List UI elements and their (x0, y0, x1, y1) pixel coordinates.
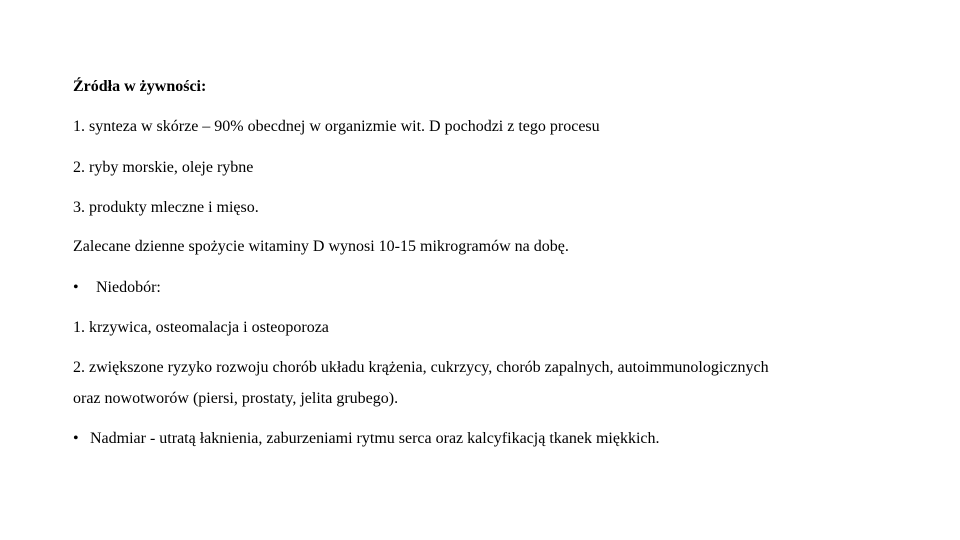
bullet-icon: • (73, 279, 79, 296)
excess-item (73, 429, 660, 449)
source-item-2: 2. ryby morskie, oleje rybne (73, 159, 254, 176)
bullet-icon: • (73, 430, 79, 447)
deficiency-item-2-cont: oraz nowotworów (piersi, prostaty, jelita grubego). (73, 390, 399, 407)
sources-heading: Źródła w żywności: (73, 78, 207, 95)
deficiency-label: Niedobór: (96, 279, 161, 296)
source-item-1: 1. synteza w skórze – 90% obecdnej w organizmie wit. D pochodzi z tego procesu (73, 118, 600, 135)
deficiency-item-1: 1. krzywica, osteomalacja i osteoporoza (73, 319, 329, 336)
recommendation-text: Zalecane dzienne spożycie witaminy D wynosi 10-15 mikrogramów na dobę. (73, 238, 569, 255)
excess-text: Nadmiar - utratą łaknienia, zaburzeniami rytmu serca oraz kalcyfikacją tkanek miękkich. (90, 430, 660, 447)
deficiency-header (73, 278, 161, 298)
source-item-3: 3. produkty mleczne i mięso. (73, 199, 259, 216)
deficiency-item-2: 2. zwiększone ryzyko rozwoju chorób układu krążenia, cukrzycy, chorób zapalnych, autoimmunologicznych (73, 359, 769, 376)
